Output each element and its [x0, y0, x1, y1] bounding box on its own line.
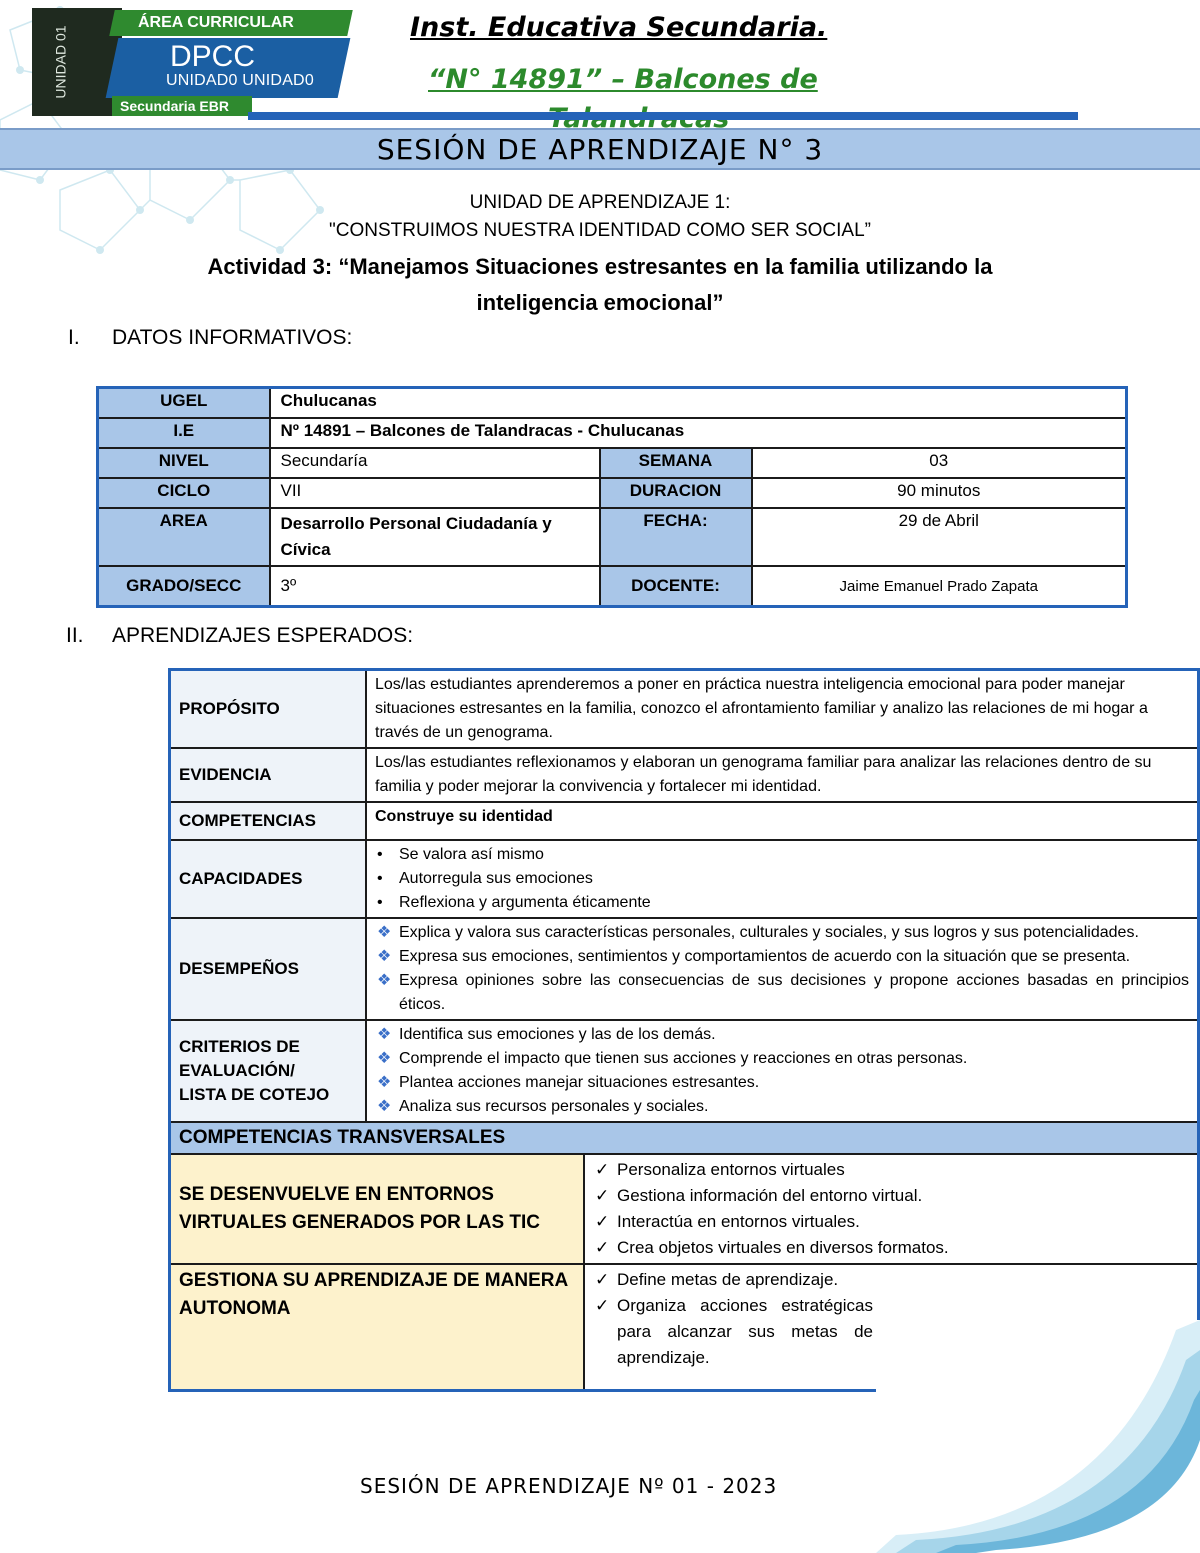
diamond-icon: ❖: [377, 948, 392, 965]
label-capacidades: CAPACIDADES: [170, 840, 367, 918]
value-nivel: Secundaría: [270, 448, 600, 478]
list-item: ❖ Expresa sus emociones, sentimientos y comportamientos de acuerdo con la situación que se presenta.: [399, 945, 1189, 969]
activity-title-line2: inteligencia emocional”: [476, 290, 724, 315]
value-fecha: 29 de Abril: [752, 508, 1127, 566]
table-row: [170, 802, 1199, 840]
diamond-icon: ❖: [377, 972, 392, 989]
institution-title: Inst. Educativa Secundaria.: [410, 12, 828, 43]
list-item: ❖ Expresa opiniones sobre las consecuencias de sus decisiones y propone acciones basadas en principios éticos.: [399, 969, 1189, 1017]
badge-unidad: UNIDAD 01: [53, 25, 70, 99]
table-row: [98, 418, 1127, 448]
label-desempenos: DESEMPEÑOS: [170, 918, 367, 1020]
label-fecha: FECHA:: [600, 508, 752, 566]
unit-name: "CONSTRUIMOS NUESTRA IDENTIDAD COMO SER SOCIAL”: [329, 220, 871, 241]
value-competencias: Construye su identidad: [366, 802, 1199, 840]
value-proposito: Los/las estudiantes aprenderemos a poner en práctica nuestra inteligencia emocional para poder manejar situaciones estresantes en la familia, conozco el afrontamiento familiar y analizo las relaciones de mi hogar a través de un genograma.: [366, 670, 1199, 749]
check-icon: ✓: [595, 1212, 610, 1231]
diamond-icon: ❖: [377, 1050, 392, 1067]
table-row: [98, 508, 1127, 566]
bullet-icon: •: [377, 894, 383, 911]
table-row: [170, 1020, 1199, 1122]
table-row: [170, 670, 1199, 749]
table-row: [98, 478, 1127, 508]
label-ie: I.E: [98, 418, 270, 448]
header-rule: [248, 112, 1078, 120]
section-number: I.: [68, 326, 80, 349]
list-item: • Autorregula sus emociones: [399, 867, 1189, 891]
list-item: ✓ Define metas de aprendizaje.: [617, 1267, 873, 1293]
label-competencias: COMPETENCIAS: [170, 802, 367, 840]
label-area: AREA: [98, 508, 270, 566]
session-title: SESIÓN DE APRENDIZAJE N° 3: [376, 133, 824, 166]
badge-area-curricular: ÁREA CURRICULAR: [109, 10, 353, 36]
value-docente: Jaime Emanuel Prado Zapata: [752, 566, 1127, 607]
value-evidencia: Los/las estudiantes reflexionamos y elaboran un genograma familiar para analizar las relaciones dentro de su familia y poder mejorar la convivencia y fortalecer mi identidad.: [366, 748, 1199, 802]
table-row: [170, 1122, 1199, 1154]
list-item: ✓ Organiza acciones estratégicas para alcanzar sus metas de aprendizaje.: [617, 1293, 873, 1371]
value-grado: 3º: [270, 566, 600, 607]
table-row: [98, 388, 1127, 419]
list-item: ❖ Plantea acciones manejar situaciones estresantes.: [399, 1071, 1189, 1095]
list-item: ❖ Explica y valora sus características personales, culturales y sociales, y sus logros y sus potencialidades.: [399, 921, 1189, 945]
table-row: [170, 918, 1199, 1020]
label-grado: GRADO/SECC: [98, 566, 270, 607]
list-item: ❖ Analiza sus recursos personales y sociales.: [399, 1095, 1189, 1119]
list-item: ✓ Interactúa en entornos virtuales.: [617, 1209, 1189, 1235]
list-item: ✓ Gestiona información del entorno virtual.: [617, 1183, 1189, 1209]
section-number: II.: [66, 624, 84, 647]
list-item: ❖ Identifica sus emociones y las de los demás.: [399, 1023, 1189, 1047]
value-duracion: 90 minutos: [752, 478, 1127, 508]
decorative-wave-graphic: [876, 1320, 1200, 1553]
activity-title-line1: Actividad 3: “Manejamos Situaciones estresantes en la familia utilizando la: [207, 254, 993, 279]
table-row: [170, 840, 1199, 918]
value-semana: 03: [752, 448, 1127, 478]
list-item: ✓ Personaliza entornos virtuales: [617, 1157, 1189, 1183]
label-evidencia: EVIDENCIA: [170, 748, 367, 802]
diamond-icon: ❖: [377, 1026, 392, 1043]
table-row: [170, 1154, 1199, 1264]
info-table: [96, 386, 1128, 608]
label-semana: SEMANA: [600, 448, 752, 478]
list-item: • Se valora así mismo: [399, 843, 1189, 867]
check-icon: ✓: [595, 1160, 610, 1179]
check-icon: ✓: [595, 1238, 610, 1257]
label-docente: DOCENTE:: [600, 566, 752, 607]
unit-title: UNIDAD DE APRENDIZAJE 1:: [469, 192, 731, 213]
label-gestiona: GESTIONA SU APRENDIZAJE DE MANERA AUTONOMA: [170, 1264, 585, 1391]
bullet-icon: •: [377, 846, 383, 863]
badge-level: Secundaria EBR: [112, 96, 252, 116]
diamond-icon: ❖: [377, 924, 392, 941]
label-nivel: NIVEL: [98, 448, 270, 478]
section-title-datos: DATOS INFORMATIVOS:: [112, 326, 353, 349]
list-desempenos: [366, 918, 1199, 1020]
label-tic: SE DESENVUELVE EN ENTORNOS VIRTUALES GENERADOS POR LAS TIC: [170, 1154, 585, 1264]
diamond-icon: ❖: [377, 1098, 392, 1115]
label-ugel: UGEL: [98, 388, 270, 419]
learning-table: [168, 668, 1200, 1392]
table-row: [98, 448, 1127, 478]
value-area: Desarrollo Personal Ciudadanía y Cívica: [270, 508, 600, 566]
table-row: [98, 566, 1127, 607]
label-ciclo: CICLO: [98, 478, 270, 508]
table-row: [170, 748, 1199, 802]
badge-dpcc: DPCC: [170, 40, 256, 73]
section-title-aprendizajes: APRENDIZAJES ESPERADOS:: [112, 624, 414, 647]
check-icon: ✓: [595, 1270, 610, 1289]
list-item: • Reflexiona y argumenta éticamente: [399, 891, 1189, 915]
institution-subtitle: “N° 14891” – Balcones de: [428, 64, 818, 95]
value-ugel: Chulucanas: [270, 388, 1127, 419]
label-duracion: DURACION: [600, 478, 752, 508]
list-criterios: [366, 1020, 1199, 1122]
list-item: ❖ Comprende el impacto que tienen sus acciones y reacciones en otras personas.: [399, 1047, 1189, 1071]
list-capacidades: [366, 840, 1199, 918]
value-ie: Nº 14891 – Balcones de Talandracas - Chulucanas: [270, 418, 1127, 448]
diamond-icon: ❖: [377, 1074, 392, 1091]
bullet-icon: •: [377, 870, 383, 887]
value-ciclo: VII: [270, 478, 600, 508]
badge-unidad-repeat: UNIDAD0 UNIDAD0: [166, 72, 314, 89]
check-icon: ✓: [595, 1186, 610, 1205]
label-proposito: PROPÓSITO: [170, 670, 367, 749]
list-tic: [584, 1154, 1199, 1264]
footer-session: SESIÓN DE APRENDIZAJE Nº 01 - 2023: [360, 1474, 778, 1498]
list-item: ✓ Crea objetos virtuales en diversos formatos.: [617, 1235, 1189, 1261]
label-criterios: CRITERIOS DE EVALUACIÓN/ LISTA DE COTEJO: [170, 1020, 367, 1122]
label-transversales: COMPETENCIAS TRANSVERSALES: [170, 1122, 1199, 1154]
check-icon: ✓: [595, 1296, 610, 1315]
